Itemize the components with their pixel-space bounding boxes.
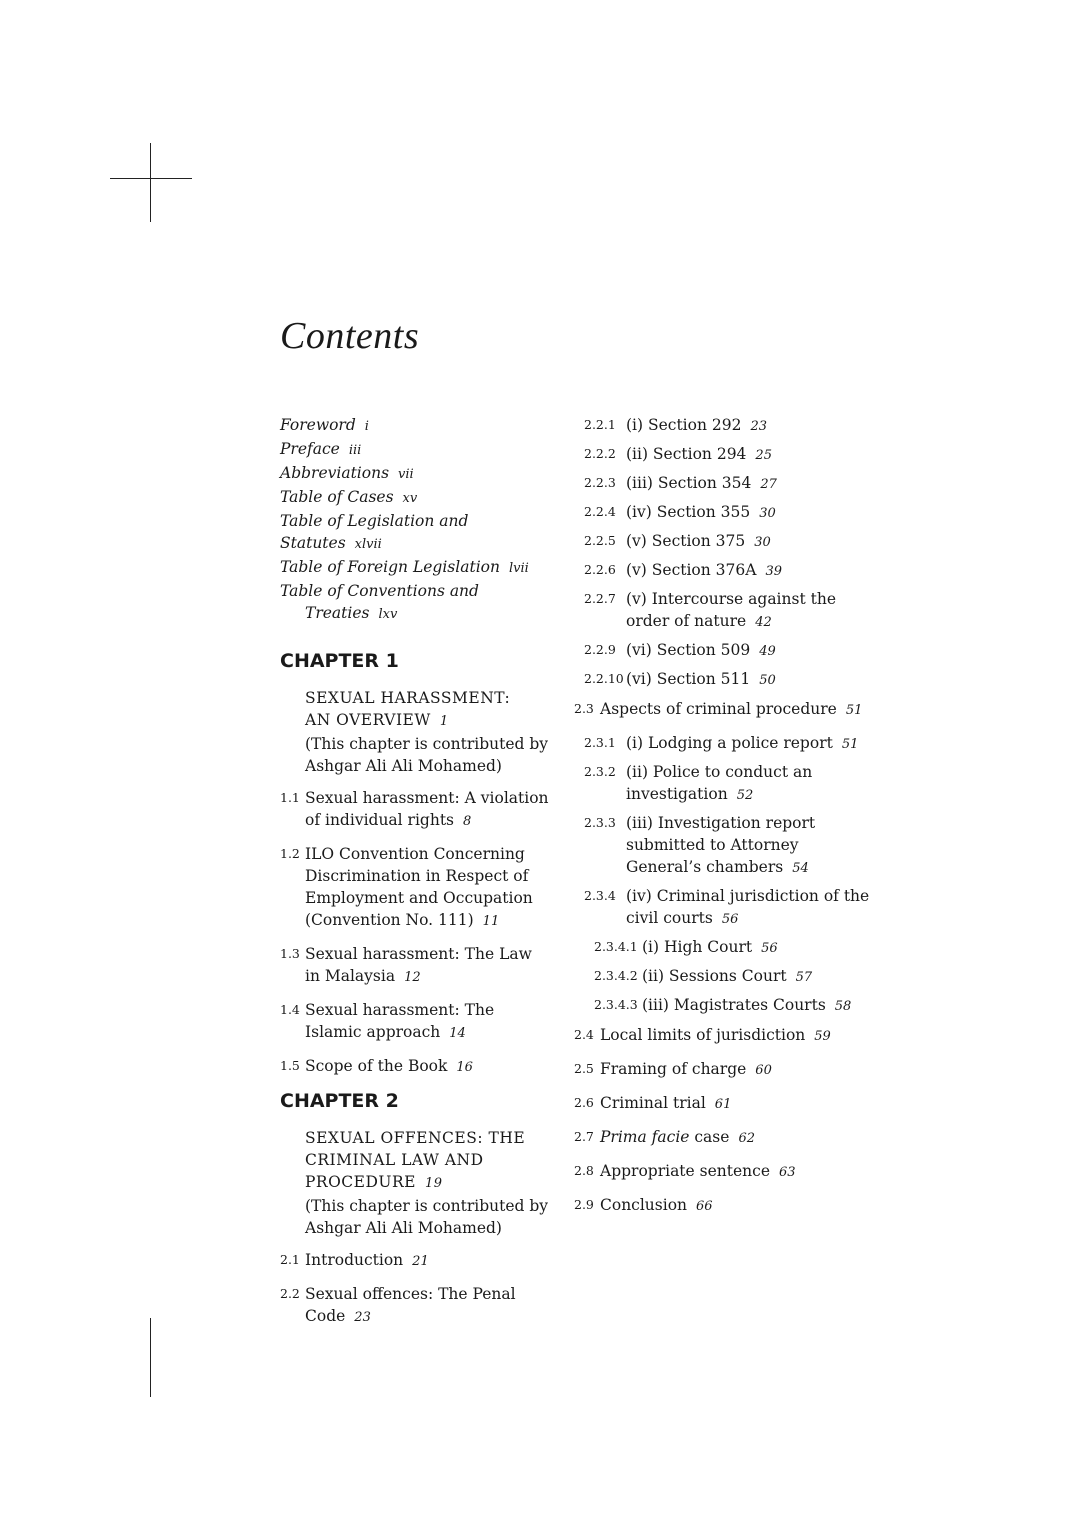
- toc-entry[interactable]: 2.5 Framing of charge 60: [574, 1060, 772, 1078]
- chapter-heading: CHAPTER 1: [280, 650, 399, 672]
- toc-right-column: [574, 414, 874, 1228]
- toc-subentry[interactable]: 2.2.6 (v) Section 376A 39: [584, 561, 783, 579]
- toc-subsubentry[interactable]: 2.3.4.1 (i) High Court 56: [594, 938, 778, 956]
- chapter-contributor-note: (This chapter is contributed by Ashgar Ali Ali Mohamed): [305, 1197, 549, 1237]
- toc-subsubentry[interactable]: 2.3.4.2 (ii) Sessions Court 57: [594, 967, 813, 985]
- crop-mark-vertical-bottom: [150, 1318, 151, 1397]
- toc-left-column: [280, 414, 550, 1339]
- front-matter-item[interactable]: Table of Legislation and Statutes xlvii: [280, 512, 469, 552]
- crop-mark-horizontal: [110, 178, 192, 179]
- toc-subentry[interactable]: 2.3.2 (ii) Police to conduct an investigation 52: [584, 763, 813, 803]
- toc-subentry[interactable]: 2.3.1 (i) Lodging a police report 51: [584, 734, 859, 752]
- toc-subentry[interactable]: 2.2.4 (iv) Section 355 30: [584, 503, 776, 521]
- toc-entry[interactable]: 2.8 Appropriate sentence 63: [574, 1162, 796, 1180]
- toc-subentry[interactable]: 2.3.4 (iv) Criminal jurisdiction of the civil courts 56: [584, 887, 870, 927]
- toc-subentry[interactable]: 2.3.3 (iii) Investigation report submitted to Attorney General’s chambers 54: [584, 814, 816, 876]
- front-matter-item[interactable]: Preface iii: [280, 440, 362, 458]
- toc-entry[interactable]: 1.5 Scope of the Book 16: [280, 1057, 473, 1075]
- chapter-contributor-note: (This chapter is contributed by Ashgar Ali Ali Mohamed): [305, 735, 549, 775]
- toc-entry[interactable]: 2.4 Local limits of jurisdiction 59: [574, 1026, 831, 1044]
- toc-entry[interactable]: 2.9 Conclusion 66: [574, 1196, 713, 1214]
- toc-entry[interactable]: 2.7 Prima facie case 62: [574, 1128, 755, 1146]
- toc-entry[interactable]: 2.1 Introduction 21: [280, 1251, 429, 1269]
- toc-entry[interactable]: 1.4 Sexual harassment: The Islamic approach 14: [280, 1001, 495, 1041]
- chapter-title[interactable]: SEXUAL OFFENCES: THE CRIMINAL LAW AND PROCEDURE 19: [305, 1129, 526, 1191]
- toc-subsubentry[interactable]: 2.3.4.3 (iii) Magistrates Courts 58: [594, 996, 852, 1014]
- toc-entry[interactable]: 1.2 ILO Convention Concerning Discrimination in Respect of Employment and Occupation (Convention No. 111) 11: [280, 845, 533, 929]
- chapter-title[interactable]: SEXUAL HARASSMENT: AN OVERVIEW 1: [305, 689, 511, 729]
- toc-subentry[interactable]: 2.2.10 (vi) Section 511 50: [584, 670, 776, 688]
- toc-subentry[interactable]: 2.2.5 (v) Section 375 30: [584, 532, 771, 550]
- front-matter-item[interactable]: Table of Foreign Legislation lvii: [280, 558, 529, 576]
- front-matter-item[interactable]: Abbreviations vii: [280, 464, 414, 482]
- front-matter-item[interactable]: Table of Cases xv: [280, 488, 418, 506]
- front-matter-item[interactable]: Foreword i: [280, 416, 369, 434]
- crop-mark-vertical-top: [150, 143, 151, 222]
- toc-subentry[interactable]: 2.2.7 (v) Intercourse against the order of nature 42: [584, 590, 836, 630]
- chapter-heading: CHAPTER 2: [280, 1090, 399, 1112]
- toc-entry[interactable]: 1.3 Sexual harassment: The Law in Malaysia 12: [280, 945, 532, 985]
- toc-subentry[interactable]: 2.2.3 (iii) Section 354 27: [584, 474, 777, 492]
- toc-subentry[interactable]: 2.2.9 (vi) Section 509 49: [584, 641, 776, 659]
- front-matter-item[interactable]: Table of Conventions and Treaties lxv: [280, 582, 479, 622]
- toc-subentry[interactable]: 2.2.1 (i) Section 292 23: [584, 416, 768, 434]
- toc-entry[interactable]: 2.2 Sexual offences: The Penal Code 23: [280, 1285, 516, 1325]
- toc-subentry[interactable]: 2.2.2 (ii) Section 294 25: [584, 445, 772, 463]
- toc-entry[interactable]: 2.6 Criminal trial 61: [574, 1094, 732, 1112]
- toc-entry[interactable]: 2.3 Aspects of criminal procedure 51: [574, 700, 863, 718]
- front-matter-list: [280, 414, 550, 626]
- page-title: Contents: [280, 315, 420, 357]
- toc-entry[interactable]: 1.1 Sexual harassment: A violation of individual rights 8: [280, 789, 549, 829]
